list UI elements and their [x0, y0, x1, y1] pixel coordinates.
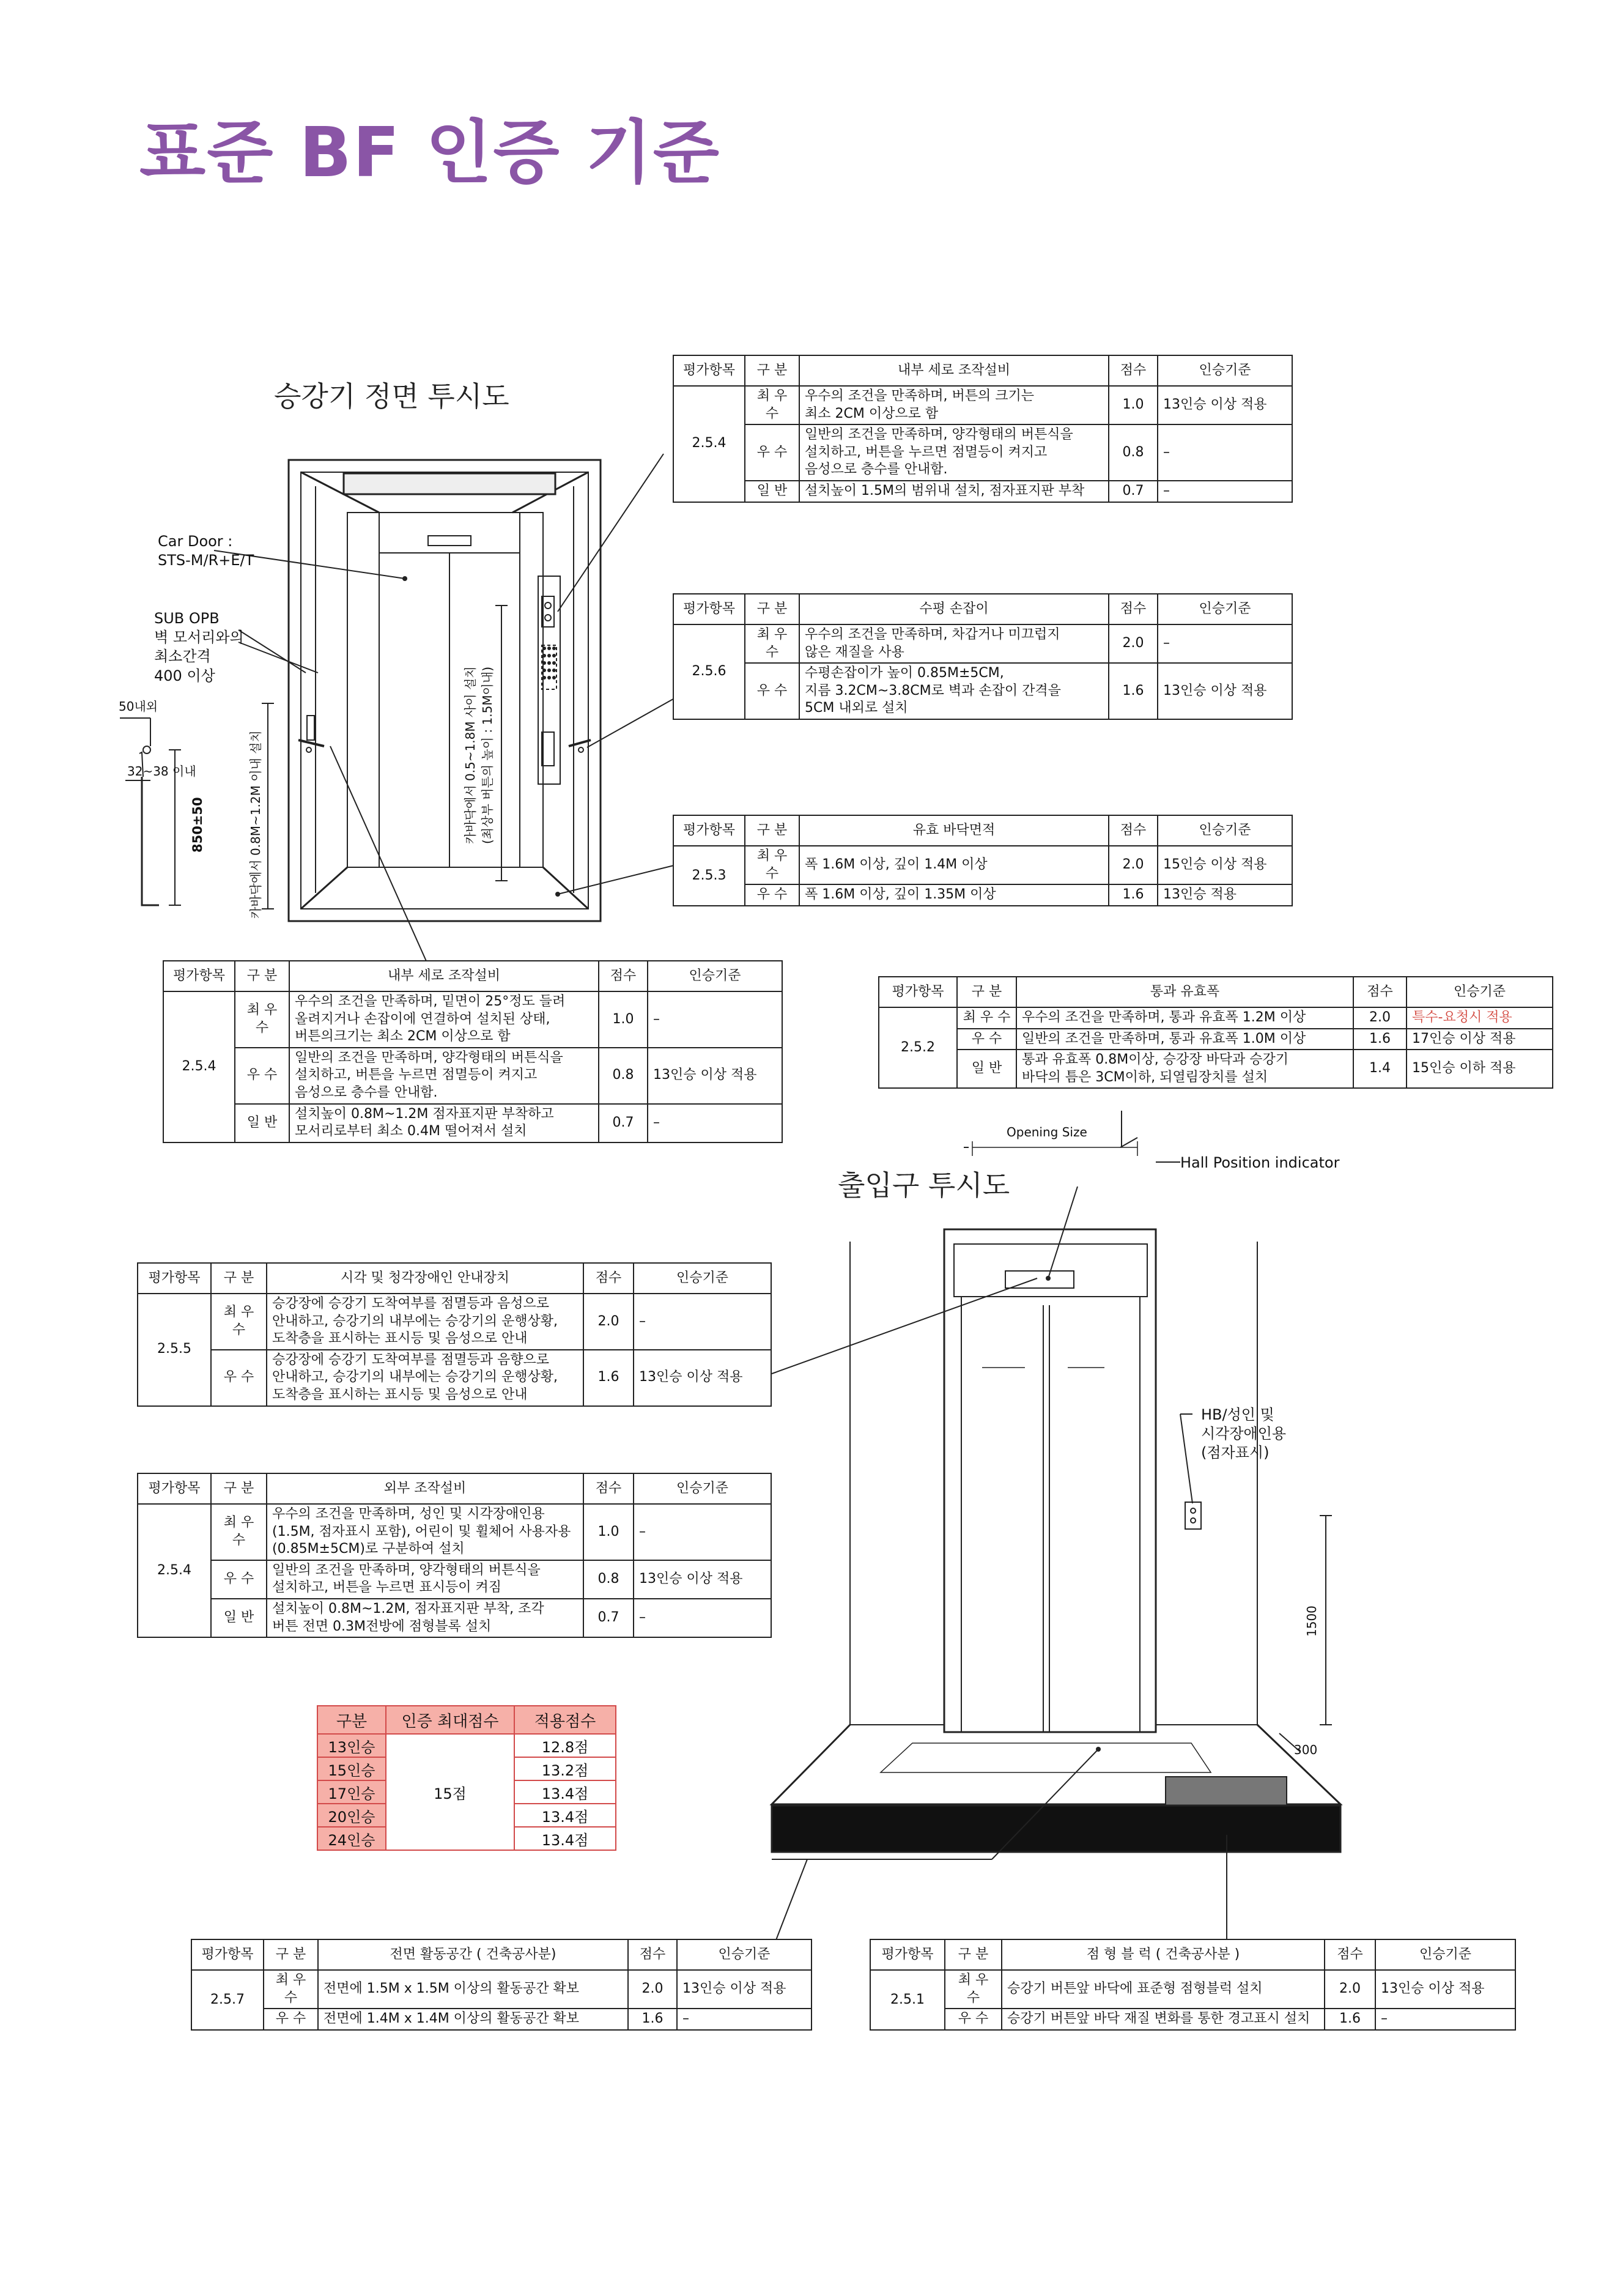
table-category: 우 수 [235, 1048, 289, 1104]
table-criteria: 13인승 이상 적용 [648, 1048, 782, 1104]
table-description: 설치높이 0.8M~1.2M, 점자표지판 부착, 조각 버튼 전면 0.3M전방에 점형블록 설치 [267, 1599, 583, 1637]
score-category: 15인승 [317, 1757, 386, 1780]
table-header-criteria: 인승기준 [1158, 355, 1292, 386]
score-category: 17인승 [317, 1780, 386, 1804]
table-category: 일 반 [235, 1104, 289, 1142]
button-height-label-2: (최상부 버튼의 높이 : 1.5M이내) [480, 666, 495, 844]
handrail-height-label: 카바닥에서 0.8M~1.2M 이내 설치 [248, 730, 263, 919]
table-category: 최 우 수 [235, 991, 289, 1048]
table-header-score: 점수 [1325, 1939, 1375, 1970]
table-criteria: 13인승 이상 적용 [634, 1560, 771, 1599]
table-header-title: 내부 세로 조작설비 [799, 355, 1109, 386]
table-criteria: 13인승 적용 [1158, 884, 1292, 906]
table-criteria: 15인승 이상 적용 [1158, 846, 1292, 884]
table-item-code: 2.5.5 [138, 1294, 211, 1406]
table-category: 최 우 수 [945, 1970, 1002, 2009]
table-row [163, 1104, 782, 1142]
table-category: 우 수 [211, 1560, 267, 1599]
sub-opb-label: SUB OPB 벽 모서리와의 최소간격 400 이상 [154, 610, 244, 684]
table-description: 우수의 조건을 만족하며, 버튼의 크기는 최소 2CM 이상으로 함 [799, 386, 1109, 424]
table-category: 우 수 [264, 2009, 318, 2030]
table-description: 설치높이 1.5M의 범위내 설치, 점자표지판 부착 [799, 481, 1109, 502]
table-header-item: 평가항목 [673, 355, 745, 386]
table-category: 우 수 [745, 424, 799, 481]
table-criteria: – [1158, 481, 1292, 502]
table-item-code: 2.5.1 [870, 1970, 945, 2030]
section-title-elevator-front: 승강기 정면 투시도 [274, 380, 509, 413]
table-header-criteria: 인승기준 [634, 1473, 771, 1504]
section-title-entrance: 출입구 투시도 [838, 1169, 1010, 1202]
table-score: 1.6 [1353, 1029, 1407, 1050]
table-criteria: 특수-요청시 적용 [1407, 1007, 1553, 1029]
table-header-item: 평가항목 [870, 1939, 945, 1970]
table-header-score: 점수 [1109, 815, 1158, 846]
table-description: 우수의 조건을 만족하며, 밑면이 25°정도 들려 올려지거나 손잡이에 연결하여 설치된 상태, 버튼의크기는 최소 2CM 이상으로 함 [289, 991, 599, 1048]
table-description: 우수의 조건을 만족하며, 통과 유효폭 1.2M 이상 [1016, 1007, 1353, 1029]
table-criteria: – [648, 991, 782, 1048]
table-criteria: – [1158, 624, 1292, 663]
table-header-title: 수평 손잡이 [799, 594, 1109, 624]
table-score: 2.0 [1109, 624, 1158, 663]
table-score: 1.4 [1353, 1050, 1407, 1088]
dim-1500-label: 1500 [1304, 1605, 1319, 1637]
table-row [673, 884, 1292, 906]
table-row [673, 424, 1292, 481]
table-header-category: 구 분 [957, 977, 1016, 1007]
table-category: 최 우 수 [745, 386, 799, 424]
spec-table-guidance-device [137, 1262, 772, 1407]
table-criteria: – [648, 1104, 782, 1142]
table-header-criteria: 인승기준 [1158, 594, 1292, 624]
table-row [163, 991, 782, 1048]
table-score: 2.0 [1109, 846, 1158, 884]
table-header-score: 점수 [1109, 594, 1158, 624]
table-description: 승강기 버튼앞 바닥 재질 변화를 통한 경고표시 설치 [1002, 2009, 1325, 2030]
table-score: 2.0 [1325, 1970, 1375, 2009]
spec-table-horizontal-handrail [673, 593, 1293, 720]
table-row [138, 1294, 771, 1350]
table-header-title: 통과 유효폭 [1016, 977, 1353, 1007]
table-item-code: 2.5.7 [191, 1970, 264, 2030]
table-score: 1.6 [583, 1350, 634, 1406]
entrance-drawing [772, 1111, 1340, 1951]
table-category: 최 우 수 [745, 624, 799, 663]
table-header-title: 유효 바닥면적 [799, 815, 1109, 846]
table-row [870, 2009, 1515, 2030]
table-row [138, 1560, 771, 1599]
score-applied-value: 13.4점 [514, 1804, 616, 1827]
table-row [879, 1050, 1553, 1088]
table-criteria: – [634, 1504, 771, 1560]
table-criteria: 13인승 이상 적용 [677, 1970, 812, 2009]
table-header-score: 점수 [599, 961, 648, 991]
table-row [673, 846, 1292, 884]
table-description: 승강장에 승강기 도착여부를 점멸등과 음성으로 안내하고, 승강기의 내부에는 승강기의 운행상황, 도착층을 표시하는 표시등 및 음성으로 안내 [267, 1294, 583, 1350]
table-category: 우 수 [745, 884, 799, 906]
table-header-item: 평가항목 [673, 594, 745, 624]
table-score: 0.7 [599, 1104, 648, 1142]
table-row [163, 1048, 782, 1104]
dim-300-label: 300 [1294, 1742, 1318, 1757]
opening-size-label: Opening Size [1007, 1125, 1087, 1139]
table-score: 0.8 [1109, 424, 1158, 481]
table-description: 설치높이 0.8M~1.2M 점자표지판 부착하고 모서리로부터 최소 0.4M 떨어져서 설치 [289, 1104, 599, 1142]
table-header-title: 시각 및 청각장애인 안내장치 [267, 1263, 583, 1294]
table-row [673, 481, 1292, 502]
score-summary-table [317, 1705, 616, 1851]
table-row [138, 1599, 771, 1637]
elevator-front-drawing [120, 454, 676, 965]
table-criteria: – [1375, 2009, 1515, 2030]
table-header-item: 평가항목 [138, 1263, 211, 1294]
table-description: 일반의 조건을 만족하며, 양각형태의 버튼식을 설치하고, 버튼을 누르면 점멸등이 켜지고 음성으로 층수를 안내함. [799, 424, 1109, 481]
table-header-item: 평가항목 [138, 1473, 211, 1504]
table-row [879, 1007, 1553, 1029]
table-score: 2.0 [628, 1970, 677, 2009]
table-score: 1.6 [1109, 884, 1158, 906]
table-item-code: 2.5.4 [138, 1504, 211, 1637]
table-category: 최 우 수 [211, 1294, 267, 1350]
dim-850-label: 850±50 [190, 797, 205, 853]
table-category: 최 우 수 [264, 1970, 318, 2009]
table-score: 1.0 [599, 991, 648, 1048]
table-description: 전면에 1.5M x 1.5M 이상의 활동공간 확보 [318, 1970, 628, 2009]
table-header-title: 점 형 블 럭 ( 건축공사분 ) [1002, 1939, 1325, 1970]
table-category: 일 반 [211, 1599, 267, 1637]
spec-table-front-space [191, 1939, 812, 2031]
table-description: 승강기 버튼앞 바닥에 표준형 점형블럭 설치 [1002, 1970, 1325, 2009]
hb-label: HB/성인 및 시각장애인용 (점자표시) [1201, 1406, 1287, 1462]
table-header-criteria: 인승기준 [1375, 1939, 1515, 1970]
table-score: 0.8 [583, 1560, 634, 1599]
table-description: 일반의 조건을 만족하며, 양각형태의 버튼식을 설치하고, 버튼을 누르면 표시등이 켜짐 [267, 1560, 583, 1599]
table-row [673, 386, 1292, 424]
score-category: 13인승 [317, 1734, 386, 1757]
table-row [673, 663, 1292, 719]
score-header-max: 인증 최대점수 [386, 1706, 514, 1734]
dim-32-38-label: 32~38 이내 [127, 764, 196, 779]
table-criteria: 17인승 이상 적용 [1407, 1029, 1553, 1050]
table-row [870, 1970, 1515, 2009]
table-description: 수평손잡이가 높이 0.85M±5CM, 지름 3.2CM~3.8CM로 벽과 손잡이 간격을 5CM 내외로 설치 [799, 663, 1109, 719]
score-category: 20인승 [317, 1804, 386, 1827]
table-category: 우 수 [957, 1029, 1016, 1050]
score-header-applied: 적용점수 [514, 1706, 616, 1734]
table-description: 우수의 조건을 만족하며, 성인 및 시각장애인용 (1.5M, 점자표시 포함), 어린이 및 휠체어 사용자용 (0.85M±5CM)로 구분하여 설치 [267, 1504, 583, 1560]
table-row [191, 1970, 812, 2009]
table-row [191, 2009, 812, 2030]
spec-table-internal-operation-1 [673, 355, 1293, 503]
table-header-title: 외부 조작설비 [267, 1473, 583, 1504]
table-header-score: 점수 [628, 1939, 677, 1970]
table-description: 일반의 조건을 만족하며, 양각형태의 버튼식을 설치하고, 버튼을 누르면 점멸등이 켜지고 음성으로 층수를 안내함. [289, 1048, 599, 1104]
table-category: 최 우 수 [211, 1504, 267, 1560]
table-item-code: 2.5.6 [673, 624, 745, 719]
table-category: 최 우 수 [957, 1007, 1016, 1029]
table-row [879, 1029, 1553, 1050]
table-row [673, 624, 1292, 663]
table-criteria: 13인승 이상 적용 [634, 1350, 771, 1406]
table-category: 최 우 수 [745, 846, 799, 884]
table-criteria: – [677, 2009, 812, 2030]
table-header-category: 구 분 [745, 594, 799, 624]
table-header-criteria: 인승기준 [677, 1939, 812, 1970]
table-score: 1.0 [583, 1504, 634, 1560]
table-header-category: 구 분 [945, 1939, 1002, 1970]
spec-table-floor-area [673, 815, 1293, 906]
table-header-category: 구 분 [264, 1939, 318, 1970]
table-description: 폭 1.6M 이상, 깊이 1.4M 이상 [799, 846, 1109, 884]
table-criteria: 13인승 이상 적용 [1158, 663, 1292, 719]
table-criteria: 13인승 이상 적용 [1158, 386, 1292, 424]
table-item-code: 2.5.4 [163, 991, 235, 1142]
table-header-criteria: 인승기준 [1407, 977, 1553, 1007]
table-item-code: 2.5.2 [879, 1007, 957, 1088]
spec-table-passage-width [878, 976, 1553, 1089]
table-item-code: 2.5.4 [673, 386, 745, 502]
table-category: 일 반 [957, 1050, 1016, 1088]
table-description: 폭 1.6M 이상, 깊이 1.35M 이상 [799, 884, 1109, 906]
hall-position-label: Hall Position indicator [1180, 1154, 1340, 1171]
table-criteria: 15인승 이하 적용 [1407, 1050, 1553, 1088]
table-category: 우 수 [211, 1350, 267, 1406]
table-score: 0.7 [1109, 481, 1158, 502]
spec-table-tactile-block [870, 1939, 1516, 2031]
table-header-score: 점수 [1109, 355, 1158, 386]
table-category: 우 수 [745, 663, 799, 719]
table-header-criteria: 인승기준 [1158, 815, 1292, 846]
table-header-score: 점수 [583, 1473, 634, 1504]
table-header-category: 구 분 [211, 1473, 267, 1504]
table-header-item: 평가항목 [673, 815, 745, 846]
table-description: 승강장에 승강기 도착여부를 점멸등과 음향으로 안내하고, 승강기의 내부에는 승강기의 운행상황, 도착층을 표시하는 표시등 및 음성으로 안내 [267, 1350, 583, 1406]
table-header-criteria: 인승기준 [634, 1263, 771, 1294]
score-header-category: 구분 [317, 1706, 386, 1734]
button-height-label-1: 카바닥에서 0.5~1.8M 사이 설치 [463, 666, 478, 844]
table-header-category: 구 분 [745, 815, 799, 846]
table-description: 통과 유효폭 0.8M이상, 승강장 바닥과 승강기 바닥의 틈은 3CM이하, 되열림장치를 설치 [1016, 1050, 1353, 1088]
table-header-category: 구 분 [235, 961, 289, 991]
table-header-item: 평가항목 [191, 1939, 264, 1970]
table-header-score: 점수 [1353, 977, 1407, 1007]
car-door-label: Car Door : STS-M/R+E/T [158, 533, 254, 569]
dim-50-label: 50내외 [119, 699, 158, 714]
table-header-criteria: 인승기준 [648, 961, 782, 991]
score-applied-value: 13.2점 [514, 1757, 616, 1780]
score-category: 24인승 [317, 1827, 386, 1850]
score-applied-value: 13.4점 [514, 1827, 616, 1850]
table-score: 1.0 [1109, 386, 1158, 424]
table-score: 2.0 [1353, 1007, 1407, 1029]
table-score: 0.8 [599, 1048, 648, 1104]
table-score: 2.0 [583, 1294, 634, 1350]
table-category: 일 반 [745, 481, 799, 502]
table-score: 1.6 [628, 2009, 677, 2030]
table-description: 일반의 조건을 만족하며, 통과 유효폭 1.0M 이상 [1016, 1029, 1353, 1050]
table-description: 우수의 조건을 만족하며, 차갑거나 미끄럽지 않은 재질을 사용 [799, 624, 1109, 663]
spec-table-internal-operation-2 [163, 960, 783, 1143]
table-score: 0.7 [583, 1599, 634, 1637]
table-description: 전면에 1.4M x 1.4M 이상의 활동공간 확보 [318, 2009, 628, 2030]
table-criteria: 13인승 이상 적용 [1375, 1970, 1515, 2009]
table-category: 우 수 [945, 2009, 1002, 2030]
score-max-value: 15점 [386, 1734, 514, 1850]
spec-table-external-operation [137, 1473, 772, 1638]
table-header-score: 점수 [583, 1263, 634, 1294]
table-row [138, 1504, 771, 1560]
table-header-item: 평가항목 [879, 977, 957, 1007]
table-score: 1.6 [1325, 2009, 1375, 2030]
table-criteria: – [634, 1294, 771, 1350]
table-score: 1.6 [1109, 663, 1158, 719]
table-criteria: – [634, 1599, 771, 1637]
table-criteria: – [1158, 424, 1292, 481]
page-title: 표준 BF 인증 기준 [139, 113, 721, 193]
table-header-title: 전면 활동공간 ( 건축공사분) [318, 1939, 628, 1970]
table-header-title: 내부 세로 조작설비 [289, 961, 599, 991]
table-row [138, 1350, 771, 1406]
table-header-item: 평가항목 [163, 961, 235, 991]
table-header-category: 구 분 [211, 1263, 267, 1294]
table-header-category: 구 분 [745, 355, 799, 386]
table-item-code: 2.5.3 [673, 846, 745, 906]
score-applied-value: 12.8점 [514, 1734, 616, 1757]
score-applied-value: 13.4점 [514, 1780, 616, 1804]
